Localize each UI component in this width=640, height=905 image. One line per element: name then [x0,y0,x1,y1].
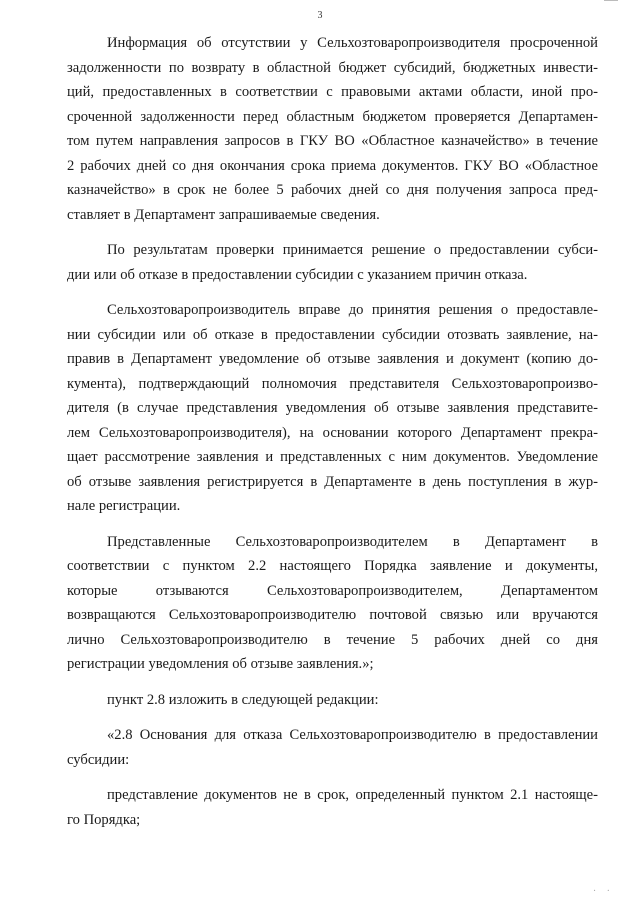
corner-mark [604,0,618,4]
text-line: представление документов не в срок, определенный пунктом 2.1 настояще- [107,787,598,803]
text-line: субсидии: [67,751,130,768]
text-line: Информация об отсутствии у Сельхозтоваропроизводителя просроченной [107,35,598,51]
text-line: возвращаются Сельхозтоваропроизводителю почтовой связью или вручаются [67,607,598,623]
text-line: 2 рабочих дней со дня окончания срока приема документов. ГКУ ВО «Областное [67,157,598,174]
corner-mark: · · [592,886,614,897]
paragraph [67,31,598,227]
text-line: пункт 2.8 изложить в следующей редакции: [107,691,379,708]
text-line: казначейство» в срок не более 5 рабочих дней со дня получения запроса пред- [67,182,598,198]
text-line: об отзыве заявления регистрируется в Департаменте в день поступления в жур- [67,473,598,490]
text-line: Сельхозтоваропроизводитель вправе до принятия решения о предоставле- [107,302,598,318]
text-line: ций, предоставленных в соответствии с правовыми актами области, иной про- [67,84,598,100]
text-line: дителя (в случае представления уведомления об отзыве заявления представите- [67,400,598,416]
text-line: том путем направления запросов в ГКУ ВО «Областное казначейство» в течение [67,133,598,149]
paragraph [67,723,598,772]
page-number: 3 [317,10,323,21]
text-line: Представленные Сельхозтоваропроизводителем в Департамент в [107,533,598,550]
document-body [67,31,598,832]
text-line: которые отзываются Сельхозтоваропроизводителем, Департаментом [67,582,598,599]
text-line: лично Сельхозтоваропроизводителю в течение 5 рабочих дней со дня [67,631,598,648]
paragraph [67,298,598,519]
paragraph [67,783,598,832]
text-line: кумента), подтверждающий полномочия представителя Сельхозтоваропроизво- [67,375,598,392]
paragraph [67,530,598,677]
paragraph [67,238,598,287]
text-line: По результатам проверки принимается решение о предоставлении субси- [107,242,598,258]
text-line: задолженности по возврату в областной бюджет субсидий, бюджетных инвести- [67,59,598,76]
text-line: сроченной задолженности перед областным бюджетом проверяется Департамен- [67,108,598,125]
text-line: нале регистрации. [67,498,181,514]
text-line: дии или об отказе в предоставлении субсидии с указанием причин отказа. [67,266,528,283]
text-line: правив в Департамент уведомление об отзыве заявления и документ (копию до- [67,351,598,367]
text-line: соответствии с пунктом 2.2 настоящего Порядка заявление и документы, [67,558,598,574]
text-line: щает рассмотрение заявления и представленных с ним документов. Уведомление [67,449,598,465]
text-line: «2.8 Основания для отказа Сельхозтоваропроизводителю в предоставлении [107,727,598,743]
text-line: ставляет в Департамент запрашиваемые сведения. [67,206,380,223]
text-line: го Порядка; [67,811,141,828]
text-line: нии субсидии или об отказе в предоставлении субсидии отозвать заявление, на- [67,326,598,343]
paragraph [67,688,598,713]
text-line: лем Сельхозтоваропроизводителя), на основании которого Департамент прекра- [67,424,598,441]
text-line: регистрации уведомления об отзыве заявления.»; [67,656,374,672]
